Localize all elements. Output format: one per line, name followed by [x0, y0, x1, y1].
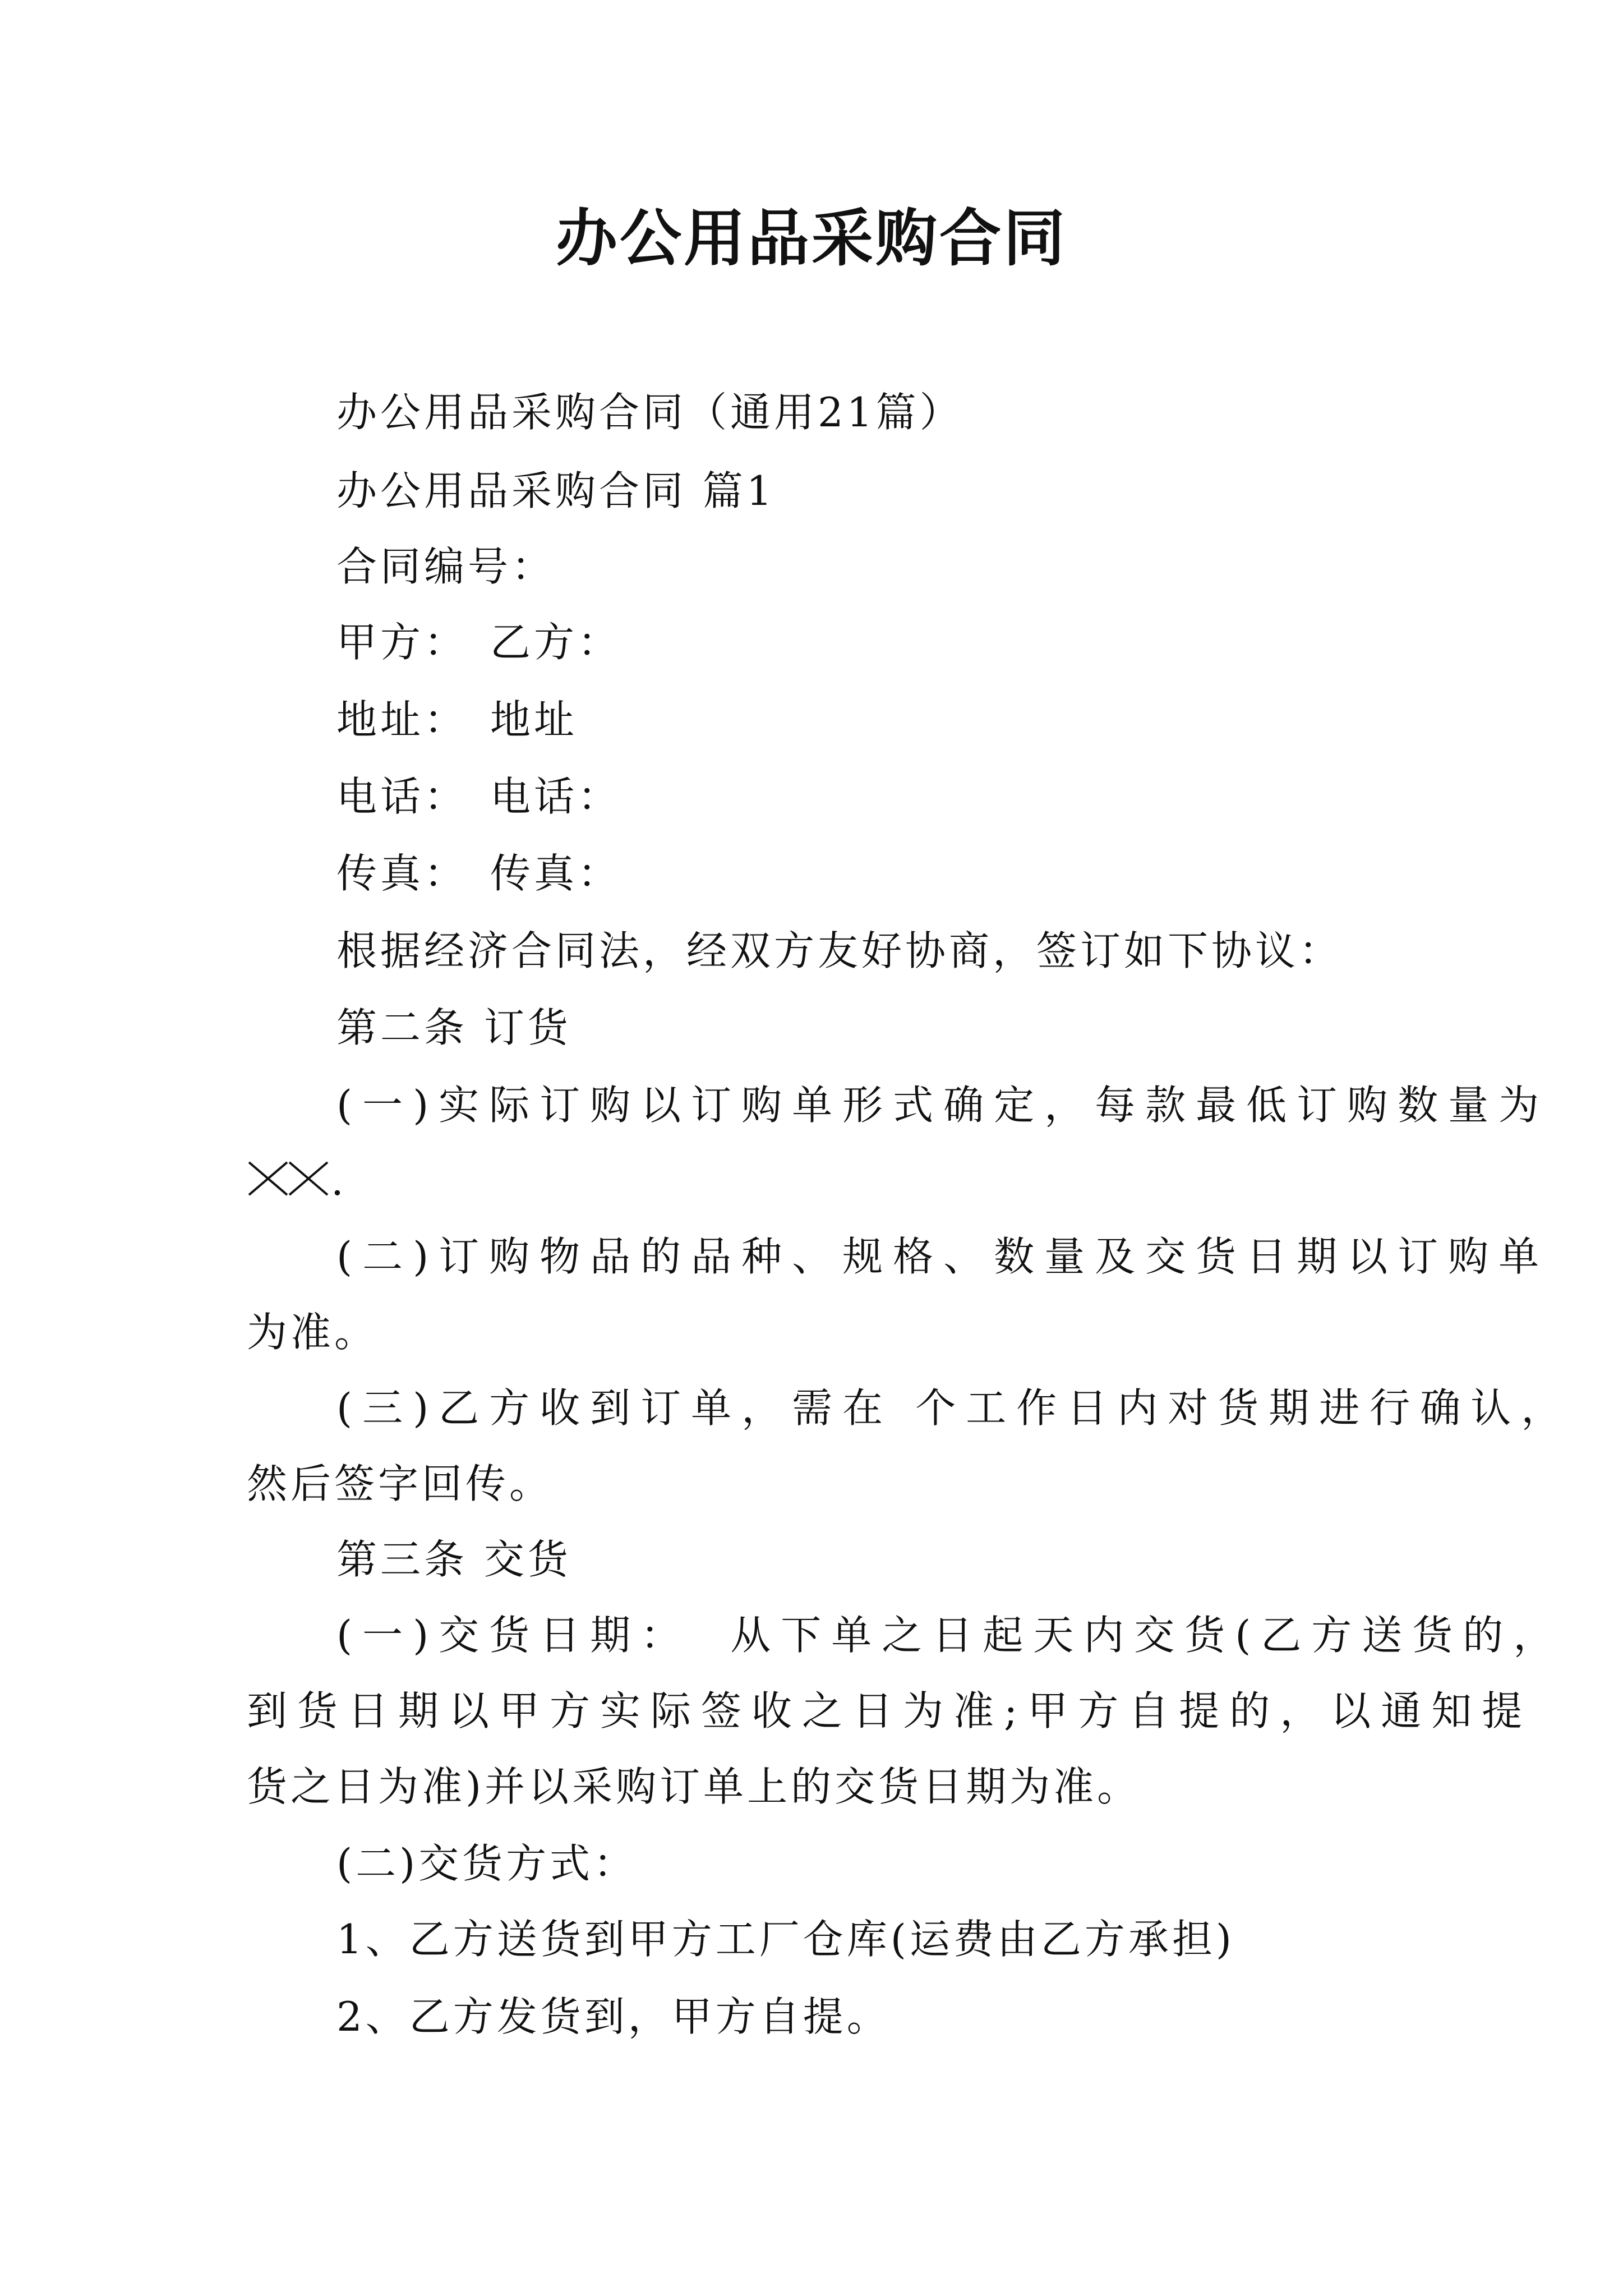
article-2-clause-3-line-1: [336, 1383, 1571, 1433]
article-3-heading: 第三条 交货: [336, 1536, 571, 1583]
article-2-heading: 第二条 订货: [336, 1004, 571, 1051]
delivery-option-2: 2、乙方发货到，甲方自提。: [336, 1993, 891, 2040]
article-2-clause-1-line-1: (一)实际订购以订购单形式确定，每款最低订购数量为: [336, 1082, 1550, 1129]
article-2-clause-2-line-2: 为准。: [247, 1309, 379, 1356]
document-subtitle: 办公用品采购合同（通用21篇）: [336, 389, 963, 436]
fax-b-label: 传真：: [490, 850, 622, 897]
article-3-clause-1-line-3: 货之日为准)并以采购订单上的交货日期为准。: [247, 1763, 1141, 1810]
article-2-clause-3-line-2: 然后签字回传。: [247, 1460, 554, 1507]
address-a-label: 地址：: [336, 696, 468, 743]
chapter-heading: 办公用品采购合同 篇1: [336, 467, 776, 514]
phone-line: [336, 771, 621, 822]
article-2-clause-1-line-2: [247, 1156, 347, 1209]
contract-number-label: 合同编号：: [336, 543, 556, 590]
article-3-clause-2: (二)交货方式：: [336, 1840, 638, 1887]
fax-a-label: 传真：: [336, 850, 468, 897]
phone-b-label: 电话：: [490, 773, 622, 820]
fax-line: [336, 848, 621, 899]
article-3-clause-1-line-1: [336, 1610, 1564, 1660]
article-3-clause-1-part-b: 从下单之日起天内交货(乙方送货的，: [730, 1612, 1564, 1659]
party-a-label: 甲方：: [336, 619, 468, 666]
phone-a-label: 电话：: [336, 773, 468, 820]
article-3-clause-1-part-a: (一)交货日期：: [336, 1612, 691, 1659]
preamble-paragraph: 根据经济合同法，经双方友好协商，签订如下协议：: [336, 927, 1343, 974]
address-line: [336, 694, 578, 745]
party-b-label: 乙方：: [490, 619, 622, 666]
quantity-placeholder-xx-icon: [247, 1159, 331, 1209]
article-2-clause-2-line-1: (二)订购物品的品种、规格、数量及交货日期以订购单: [336, 1233, 1550, 1280]
article-2-clause-3-part-a: (三)乙方收到订单，需在: [336, 1384, 893, 1432]
document-title: 办公用品采购合同: [556, 202, 1067, 274]
address-b-label: 地址: [490, 696, 578, 743]
delivery-option-1: 1、乙方送货到甲方工厂仓库(运费由乙方承担): [336, 1916, 1235, 1963]
article-3-clause-1-line-2: 到货日期以甲方实际签收之日为准;甲方自提的，以通知提: [247, 1687, 1533, 1734]
party-line: [336, 617, 621, 668]
article-2-clause-3-part-b: 个工作日内对货期进行确认，: [915, 1384, 1572, 1432]
article-2-clause-1-period: .: [331, 1157, 347, 1204]
